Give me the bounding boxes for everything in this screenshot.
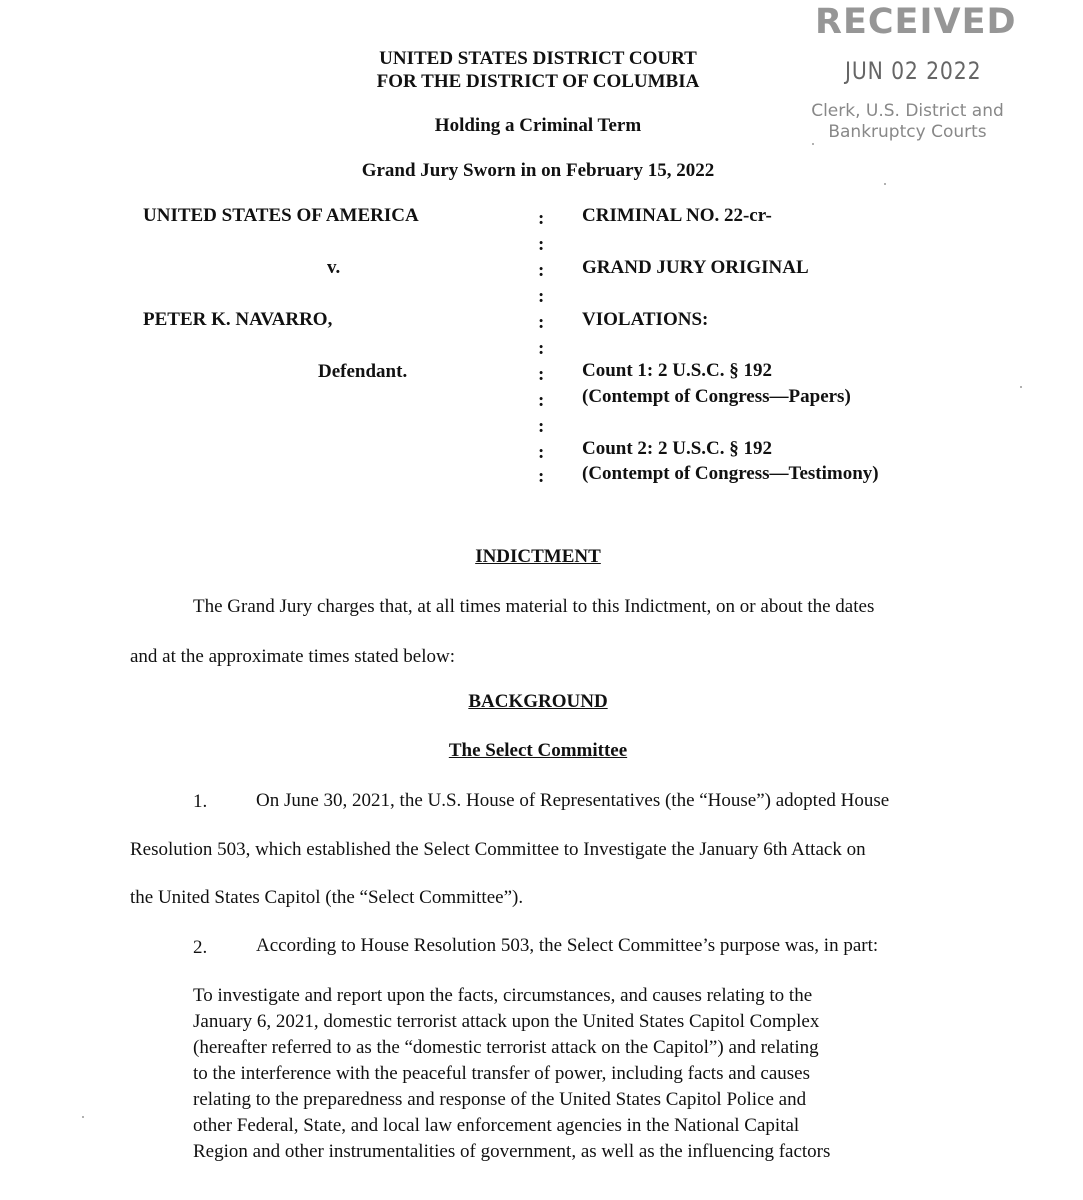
quote-line: To investigate and report upon the facts, circumstances, and causes relating to the bbox=[193, 985, 813, 1006]
quote-line: (hereafter referred to as the “domestic terrorist attack on the Capitol”) and relating bbox=[193, 1037, 819, 1058]
scan-speck bbox=[1020, 386, 1022, 388]
defendant-name: PETER K. NAVARRO, bbox=[143, 309, 333, 330]
received-stamp-date: JUN 02 2022 bbox=[845, 57, 982, 85]
caption-colon: : bbox=[538, 208, 545, 229]
criminal-term: Holding a Criminal Term bbox=[434, 115, 642, 136]
quote-line: other Federal, State, and local law enforcement agencies in the National Capital bbox=[193, 1115, 800, 1136]
caption-colon: : bbox=[538, 286, 545, 307]
intro-line1: The Grand Jury charges that, at all times material to this Indictment, on or about the dates bbox=[193, 596, 875, 617]
court-name bbox=[0, 47, 1076, 93]
select-committee-heading: The Select Committee bbox=[448, 740, 628, 761]
caption-colon: : bbox=[538, 390, 545, 411]
indictment-heading: INDICTMENT bbox=[475, 546, 601, 567]
count2-statute: Count 2: 2 U.S.C. § 192 bbox=[582, 438, 773, 459]
violations-label: VIOLATIONS: bbox=[582, 309, 709, 330]
scan-speck bbox=[82, 1116, 84, 1118]
clerk-stamp-line1: Clerk, U.S. District and bbox=[811, 101, 1004, 121]
paragraph-1-line3: the United States Capitol (the “Select Committee”). bbox=[130, 887, 524, 908]
quote-line: to the interference with the peaceful transfer of power, including facts and causes bbox=[193, 1063, 810, 1084]
caption-colon: : bbox=[538, 364, 545, 385]
grand-jury-original: GRAND JURY ORIGINAL bbox=[582, 257, 809, 278]
quote-line: relating to the preparedness and response of the United States Capitol Police and bbox=[193, 1089, 807, 1110]
court-name-line2: FOR THE DISTRICT OF COLUMBIA bbox=[376, 71, 700, 92]
caption-colon: : bbox=[538, 442, 545, 463]
caption-colon: : bbox=[538, 338, 545, 359]
paragraph-1-line2: Resolution 503, which established the Select Committee to Investigate the January 6th Attack on bbox=[130, 839, 866, 860]
background-heading: BACKGROUND bbox=[468, 691, 608, 712]
quote-line: Region and other instrumentalities of government, as well as the influencing factors bbox=[193, 1141, 831, 1162]
court-name-line1: UNITED STATES DISTRICT COURT bbox=[379, 48, 697, 69]
quote-line: January 6, 2021, domestic terrorist attack upon the United States Capitol Complex bbox=[193, 1011, 820, 1032]
clerk-stamp-line2: Bankruptcy Courts bbox=[828, 122, 987, 142]
caption-colon: : bbox=[538, 234, 545, 255]
count1-statute: Count 1: 2 U.S.C. § 192 bbox=[582, 360, 773, 381]
caption-colon: : bbox=[538, 312, 545, 333]
defendant-label: Defendant. bbox=[318, 361, 408, 382]
paragraph-2-number: 2. bbox=[193, 937, 208, 958]
paragraph-1-line1: On June 30, 2021, the U.S. House of Representatives (the “House”) adopted House bbox=[256, 790, 890, 811]
scan-speck bbox=[812, 143, 814, 145]
paragraph-1-number: 1. bbox=[193, 791, 208, 812]
count2-description: (Contempt of Congress—Testimony) bbox=[582, 463, 879, 484]
caption-colon: : bbox=[538, 416, 545, 437]
received-stamp: RECEIVED bbox=[815, 2, 1017, 42]
caption-colon: : bbox=[538, 260, 545, 281]
caption-colon: : bbox=[538, 466, 545, 487]
grand-jury-sworn: Grand Jury Sworn in on February 15, 2022 bbox=[361, 160, 715, 181]
scan-speck bbox=[884, 183, 886, 185]
paragraph-2-line1: According to House Resolution 503, the Select Committee’s purpose was, in part: bbox=[256, 935, 879, 956]
resolution-quote bbox=[193, 983, 893, 1165]
plaintiff-name: UNITED STATES OF AMERICA bbox=[143, 205, 419, 226]
count1-description: (Contempt of Congress—Papers) bbox=[582, 386, 851, 407]
versus: v. bbox=[327, 257, 341, 278]
criminal-number: CRIMINAL NO. 22-cr- bbox=[582, 205, 772, 226]
intro-line2: and at the approximate times stated below: bbox=[130, 646, 456, 667]
